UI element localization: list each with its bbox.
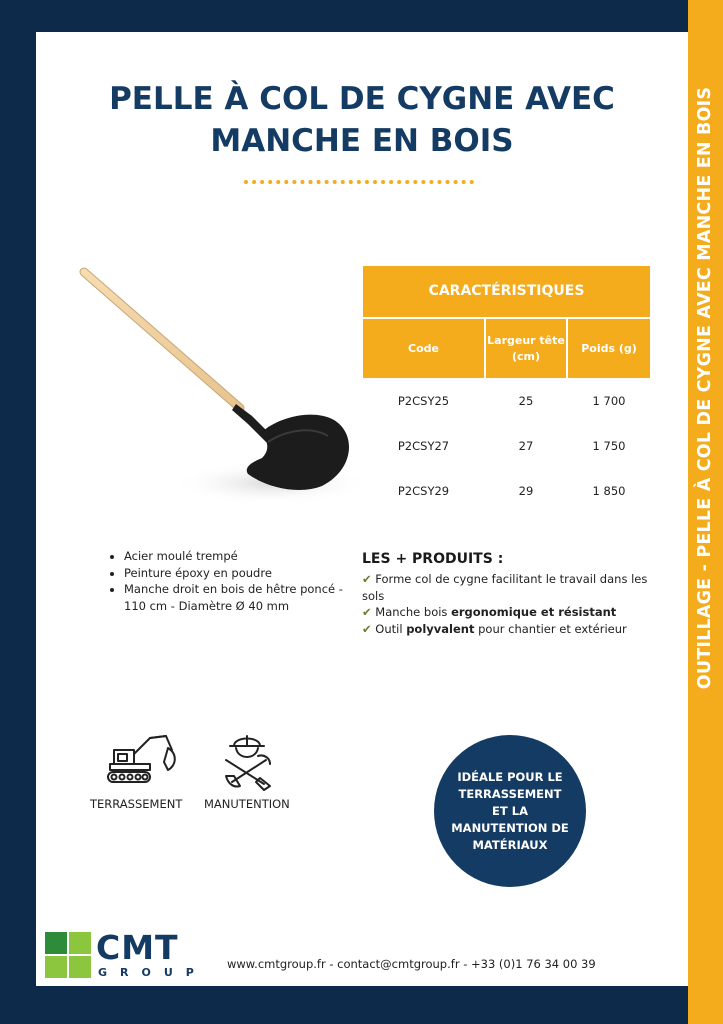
cell-weight: 1 700 (592, 393, 626, 408)
table-row (363, 423, 650, 468)
check-icon: ✔ (362, 621, 372, 636)
benefit-item: ✔ Outil polyvalent pour chantier et extérieur (362, 621, 627, 636)
list-item: • Acier moulé trempé (124, 548, 356, 565)
manutention-label: MANUTENTION (204, 797, 290, 811)
cell-weight: 1 750 (592, 438, 626, 453)
cell-width: 25 (518, 393, 534, 408)
benefit-item: ✔ Forme col de cygne facilitant le travail dans les sols (362, 572, 648, 603)
list-item: • Peinture époxy en poudre (124, 565, 356, 582)
cell-code: P2CSY25 (397, 393, 450, 408)
contact-footer: www.cmtgroup.fr - contact@cmtgroup.fr - +33 (0)1 76 34 00 39 (227, 957, 596, 971)
table-row (363, 378, 650, 423)
excavator-icon (106, 732, 180, 788)
benefits-heading: LES + PRODUITS : (362, 551, 504, 567)
worker-tools-icon (220, 730, 274, 792)
usage-badge (434, 735, 586, 887)
column-header-width: Largeur tête (cm) (486, 319, 566, 378)
table-row (363, 468, 650, 513)
product-benefits (362, 551, 652, 637)
check-icon: ✔ (362, 572, 372, 586)
spec-table-heading: CARACTÉRISTIQUES (363, 266, 650, 317)
logo-subtitle: GROUP (98, 966, 207, 979)
cell-code: P2CSY29 (397, 483, 450, 498)
cell-weight: 1 850 (592, 483, 626, 498)
column-header-code: Code (363, 319, 484, 378)
list-item: • Manche droit en bois de hêtre poncé - 110 cm - Diamètre Ø 40 mm (124, 581, 356, 614)
spec-table (363, 266, 650, 513)
benefit-item: ✔ Manche bois ergonomique et résistant (362, 605, 617, 619)
title-line-1: PELLE À COL DE CYGNE AVEC (109, 81, 615, 117)
side-banner-text: OUTILLAGE - PELLE À COL DE CYGNE AVEC MANCHE EN BOIS (695, 86, 715, 690)
usage-badge-text: IDÉALE POUR LE TERRASSEMENT ET LA MANUTENTION DE MATÉRIAUX (451, 769, 569, 852)
column-header-weight: Poids (g) (568, 319, 650, 378)
page-title (36, 78, 688, 162)
logo-wordmark: CMT (96, 928, 179, 967)
title-underline (244, 180, 474, 184)
cell-width: 29 (518, 483, 534, 498)
spec-table-header-row (363, 319, 650, 378)
cell-width: 27 (518, 438, 534, 453)
shovel-image (72, 258, 362, 520)
terrassement-label: TERRASSEMENT (90, 797, 183, 811)
feature-list (107, 548, 356, 614)
check-icon: ✔ (362, 605, 372, 619)
title-line-2: MANCHE EN BOIS (210, 123, 514, 159)
cell-code: P2CSY27 (397, 438, 450, 453)
